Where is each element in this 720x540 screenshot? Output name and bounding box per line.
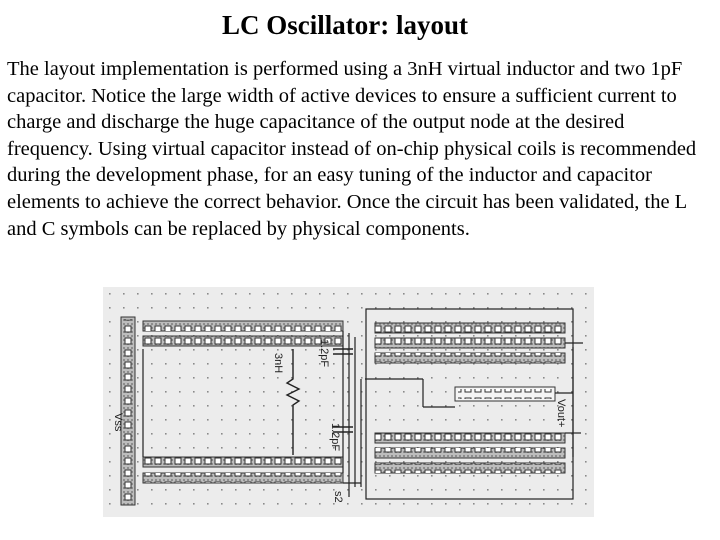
vss-label: Vss — [112, 413, 124, 432]
s2-label: s2 — [332, 491, 344, 503]
cap-bottom-label: 1.2pF — [329, 423, 341, 452]
top-right-transistor-rows — [375, 323, 565, 363]
cap-top-label: 1.2pF — [318, 339, 330, 368]
inductor-label: 3nH — [272, 353, 284, 374]
vout-label: Vout+ — [555, 399, 567, 428]
vss-supply-strip — [121, 317, 135, 505]
slide-title: LC Oscillator: layout — [222, 10, 468, 40]
output-row — [455, 387, 555, 401]
layout-drawing — [103, 287, 594, 517]
bottom-right-transistor-rows — [375, 433, 565, 473]
layout-figure — [103, 287, 594, 517]
slide-paragraph: The layout implementation is performed using a 3nH virtual inductor and two 1pF capacitor. Notice the large width of active devices to ensure a sufficient current to charge and discharge the huge capacitance of the output node at the desired frequency. Using virtual capacitor instead of on-chip physical coils is recommended during the development phase, for an easy tuning of the inductor and capacitor elements to achieve the correct behavior. Once the circuit has been validated, the L and C symbols can be replaced by physical components. — [7, 58, 697, 240]
